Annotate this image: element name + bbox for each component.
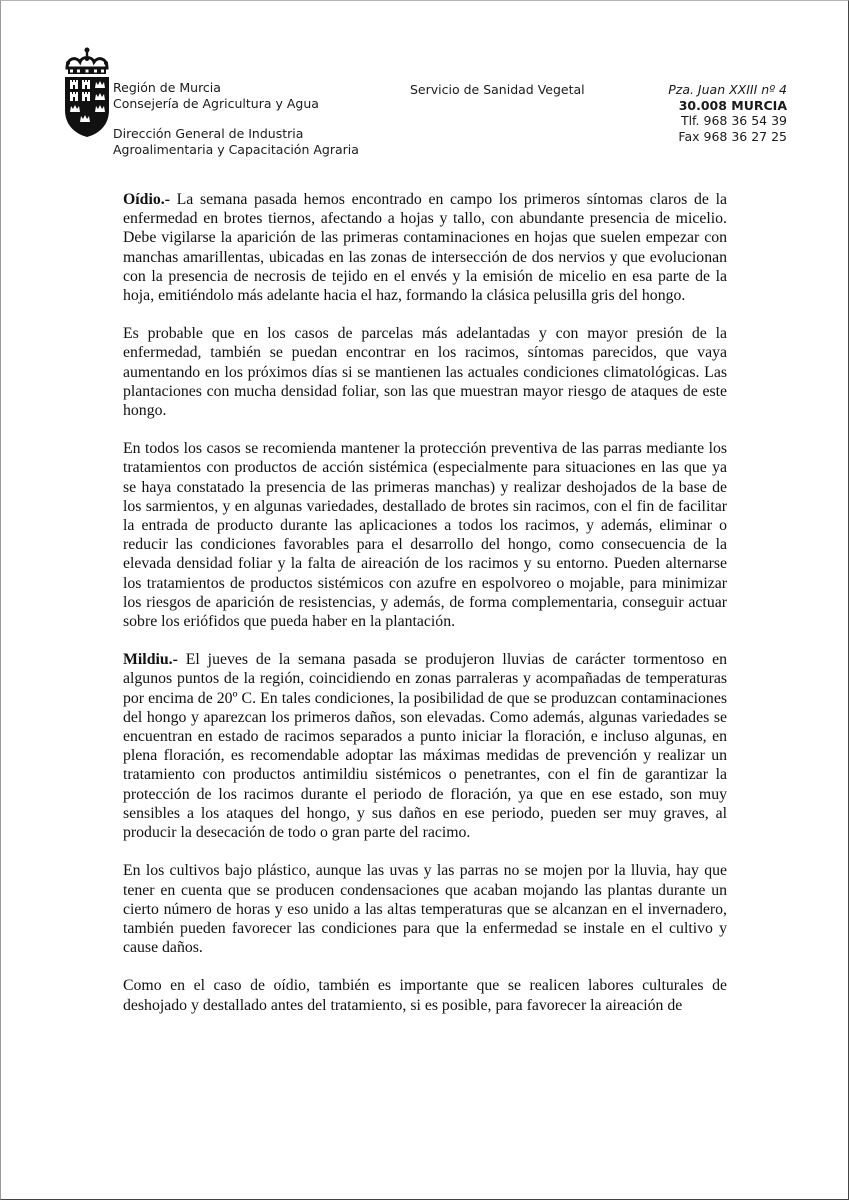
org-region: Región de Murcia <box>113 80 221 95</box>
paragraph-oidio <box>123 190 727 305</box>
address-block <box>668 82 787 144</box>
document-body <box>123 190 727 1034</box>
section-heading-mildiu: Mildiu.- <box>123 651 178 669</box>
org-directorate: Dirección General de Industria <box>113 126 304 141</box>
address-phone: Tlf. 968 36 54 39 <box>680 113 787 128</box>
section-heading-oidio: Oídio.- <box>123 191 170 208</box>
paragraph: Como en el caso de oídio, también es importante que se realicen labores culturales de deshojado y destallado antes del tratamiento, si es posible, para favorecer la aireación de <box>123 977 727 1014</box>
paragraph-text: El jueves de la semana pasada se produjeron lluvias de carácter tormentoso en algunos puntos de la región, coincidiendo en zonas parraleras y acompañadas de temperaturas por encima de 20º C. En tales condiciones, la posibilidad de que se produzcan contaminaciones del hongo y aparezcan los primeros daños, son elevadas. Como además, algunas variedades se encuentran en estado de racimos separados a punto iniciar la floración, e incluso algunas, en plena floración, es recomendable adoptar las máximas medidas de prevención y realizar un tratamiento con productos antimildiu sistémicos o penetrantes, con el fin de garantizar la protección de los racimos durante el periodo de floración, ya que en ese estado, son muy sensibles a los ataques del hongo, y sus daños en ese periodo, pueden ser muy graves, al producir la desecación de todo o gran parte del racimo. <box>123 651 727 842</box>
service-name: Servicio de Sanidad Vegetal <box>410 82 585 97</box>
org-department: Consejería de Agricultura y Agua <box>113 95 319 111</box>
org-directorate-cont: Agroalimentaria y Capacitación Agraria <box>113 141 359 157</box>
paragraph: En todos los casos se recomienda mantener la protección preventiva de las parras mediante los tratamientos con productos de acción sistémica (especialmente para situaciones en las que ya se haya constatado la presencia de las primeras manchas) y realizar deshojados de la base de los sarmientos, y en algunas variedades, destallado de brotes sin racimos, con el fin de facilitar la entrada de producto durante las aplicaciones a todos los racimos, y además, eliminar o reducir las condiciones favorables para el desarrollo del hongo, como consecuencia de la elevada densidad foliar y la falta de aireación de los racimos y su entorno. Pueden alternarse los tratamientos de productos sistémicos con azufre en espolvoreo o mojable, para minimizar los riesgos de aparición de resistencias, y además, de forma complementaria, conseguir actuar sobre los eriófidos que pueda haber en la plantación. <box>123 440 727 631</box>
letterhead <box>0 0 849 170</box>
region-coat-of-arms-icon <box>62 46 112 138</box>
paragraph: En los cultivos bajo plástico, aunque las uvas y las parras no se mojen por la lluvia, hay que tener en cuenta que se producen condensaciones que acaban mojando las plantas durante un cierto número de horas y eso unido a las altas temperaturas que se alcanzan en el invernadero, también pueden favorecer las condiciones para que la enfermedad se instale en el cultivo y cause daños. <box>123 862 727 957</box>
paragraph-mildiu <box>123 650 727 842</box>
address-street: Pza. Juan XXIII nº 4 <box>668 82 787 97</box>
paragraph-text: La semana pasada hemos encontrado en campo los primeros síntomas claros de la enfermedad en brotes tiernos, afectando a hojas y tallo, con abundante presencia de micelio. Debe vigilarse la aparición de las primeras contaminaciones en hojas que suelen empezar con manchas amarillentas, ubicadas en las zonas de intersección de dos nervios y que evolucionan con la presencia de necrosis de tejido en el envés y la emisión de micelio en esa parte de la hoja, emitiéndolo más adelante hacia el haz, formando la clásica pelusilla gris del hongo. <box>123 191 727 305</box>
address-fax: Fax 968 36 27 25 <box>678 128 787 144</box>
paragraph: Es probable que en los casos de parcelas más adelantadas y con mayor presión de la enfermedad, también se puedan encontrar en los racimos, síntomas parecidos, que vaya aumentando en los próximos días si se mantienen las actuales condiciones climatológicas. Las plantaciones con mucha densidad foliar, son las que muestran mayor riesgo de ataques de este hongo. <box>123 325 727 420</box>
organization-block <box>113 80 359 157</box>
address-city: 30.008 MURCIA <box>678 97 787 113</box>
